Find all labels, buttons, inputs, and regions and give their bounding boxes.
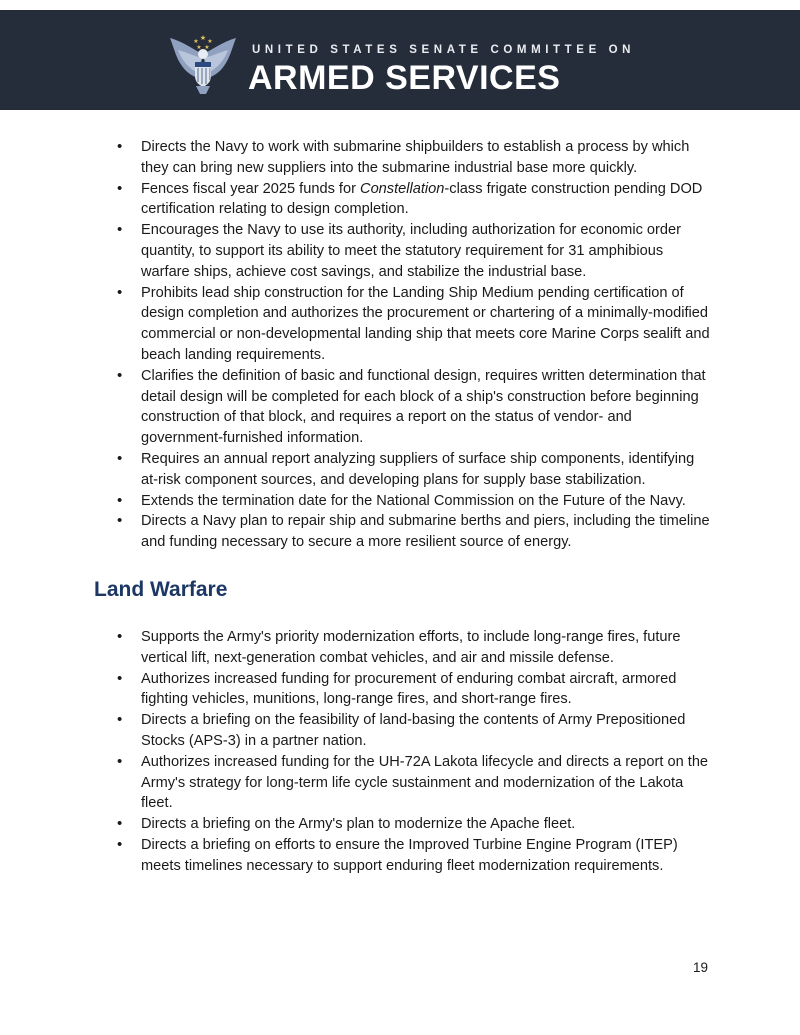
list-item: • Authorizes increased funding for procurement of enduring combat aircraft, armored fighting vehicles, munitions, long-range fires, and short-range fires. <box>94 669 710 711</box>
svg-text:★: ★ <box>204 44 210 51</box>
naval-bullet-list <box>94 137 710 553</box>
committee-subtitle: UNITED STATES SENATE COMMITTEE ON <box>252 44 636 56</box>
list-item: • Clarifies the definition of basic and functional design, requires written determination that detail design will be completed for each block of a ship's construction before beginning construction of that block, and requires a report on the status of vendor- and government-furnished information. <box>94 366 710 449</box>
page-number: 19 <box>692 960 708 975</box>
list-item: • Prohibits lead ship construction for the Landing Ship Medium pending certification of design completion and authorizes the procurement or chartering of a minimally-modified commercial or non-developmental landing ship that meets core Marine Corps sealift and beach landing requirements. <box>94 283 710 366</box>
list-item: • Supports the Army's priority modernization efforts, to include long-range fires, future vertical lift, next-generation combat vehicles, and air and missile defense. <box>94 627 710 669</box>
header-banner <box>0 10 800 110</box>
svg-text:★: ★ <box>199 34 207 42</box>
list-item: • Encourages the Navy to use its authority, including authorization for economic order quantity, to support its ability to meet the statutory requirement for 31 amphibious warfare ships, achieve cost savings, and stabilize the industrial base. <box>94 220 710 282</box>
committee-logo <box>166 28 636 98</box>
svg-text:★: ★ <box>196 44 202 51</box>
list-item: • Directs the Navy to work with submarine shipbuilders to establish a process by which they can bring new suppliers into the submarine industrial base more quickly. <box>94 137 710 179</box>
list-item: • Fences fiscal year 2025 funds for Constellation-class frigate construction pending DOD certification relating to design completion. <box>94 179 710 221</box>
list-item: • Directs a briefing on the Army's plan to modernize the Apache fleet. <box>94 814 710 835</box>
section-heading-land-warfare: Land Warfare <box>94 577 228 601</box>
list-item: • Directs a briefing on the feasibility of land-basing the contents of Army Prepositioned Stocks (APS-3) in a partner nation. <box>94 710 710 752</box>
svg-text:★: ★ <box>193 38 199 45</box>
land-bullet-list <box>94 627 710 877</box>
ship-class-italic: Constellation <box>360 180 445 197</box>
list-item: • Requires an annual report analyzing suppliers of surface ship components, identifying at-risk component sources, and developing plans for supply base stabilization. <box>94 449 710 491</box>
list-item: • Authorizes increased funding for the UH-72A Lakota lifecycle and directs a report on the Army's strategy for long-term life cycle sustainment and modernization of the Lakota fleet. <box>94 752 710 814</box>
eagle-emblem-icon <box>166 28 240 98</box>
list-item: • Directs a briefing on efforts to ensure the Improved Turbine Engine Program (ITEP) meets timelines necessary to support enduring fleet modernization requirements. <box>94 835 710 877</box>
list-item: • Directs a Navy plan to repair ship and submarine berths and piers, including the timeline and funding necessary to secure a more resilient source of energy. <box>94 511 710 553</box>
committee-title: ARMED SERVICES <box>248 59 561 97</box>
document-body <box>94 137 710 877</box>
svg-text:★: ★ <box>207 38 213 45</box>
list-item: • Extends the termination date for the National Commission on the Future of the Navy. <box>94 491 710 512</box>
